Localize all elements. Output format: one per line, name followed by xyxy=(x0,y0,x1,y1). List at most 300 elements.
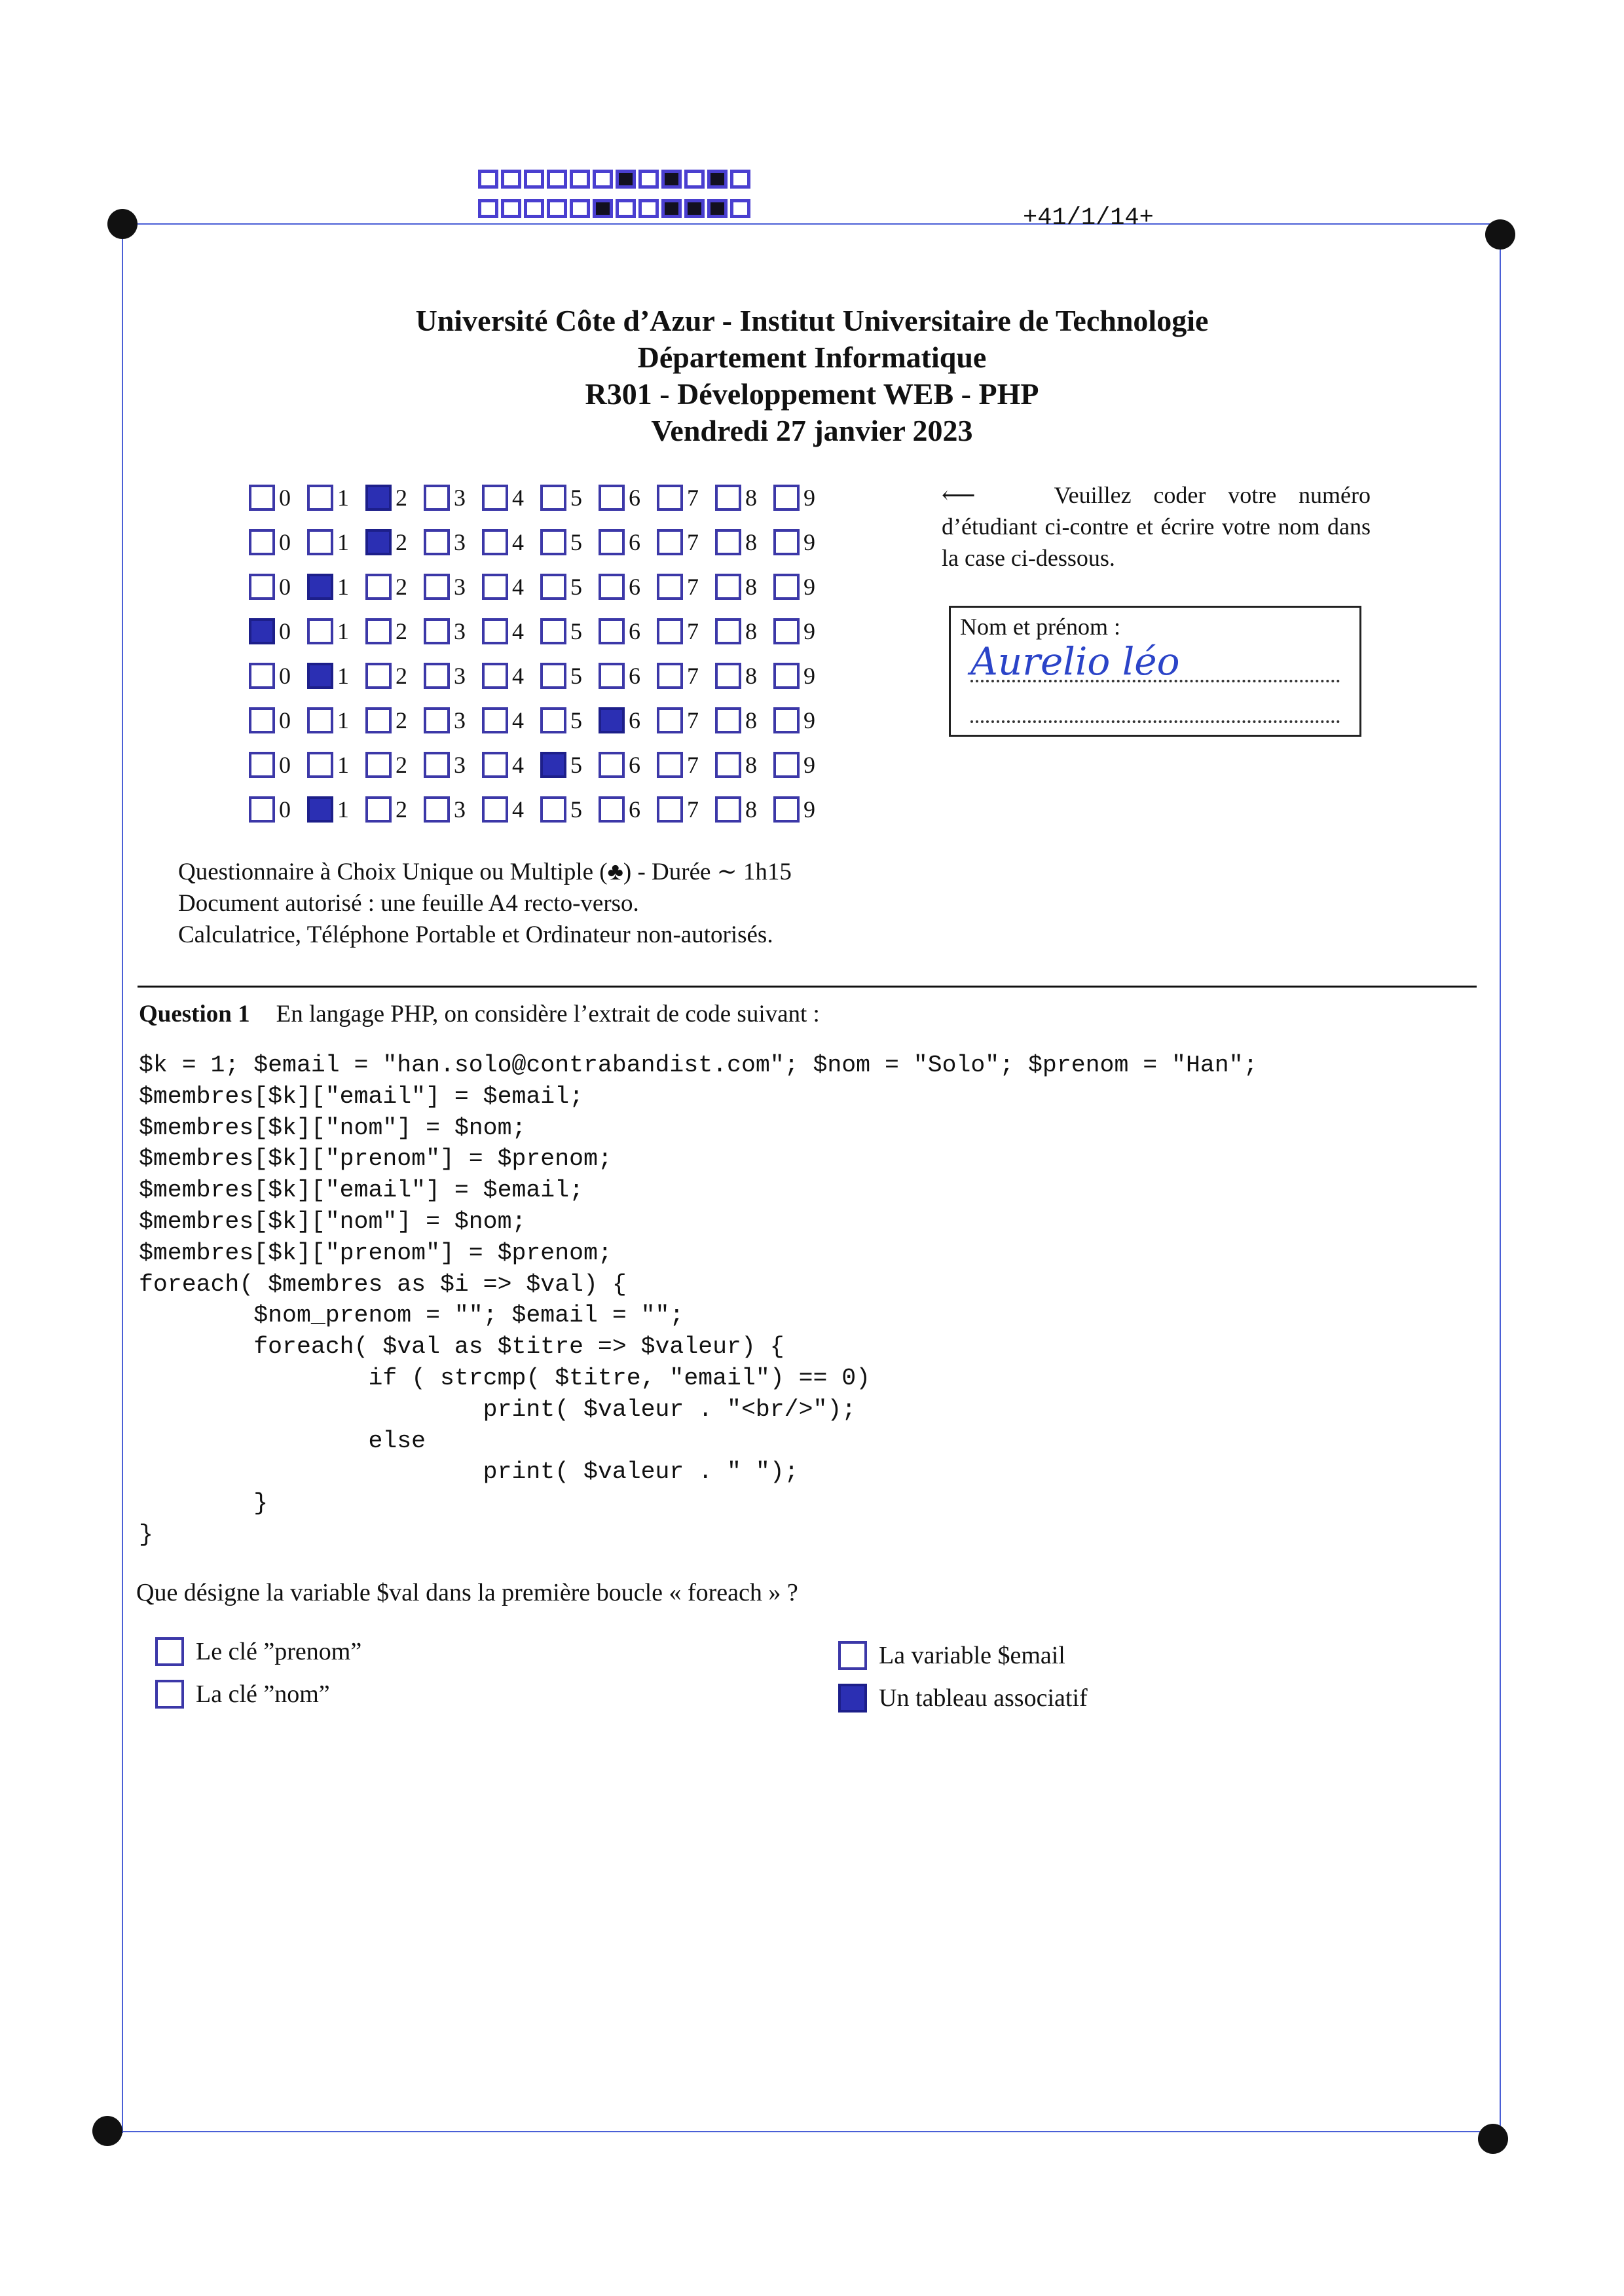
digit-label: 2 xyxy=(396,485,407,511)
digit-label: 1 xyxy=(337,618,349,644)
digit-checkbox[interactable] xyxy=(365,485,392,511)
digit-label: 0 xyxy=(279,663,291,689)
rules-line-1: Questionnaire à Choix Unique ou Multiple (♣) - Durée ∼ 1h15 xyxy=(178,859,792,885)
digit-option[interactable] xyxy=(365,662,424,690)
code-block: $k = 1; $email = "han.solo@contrabandist.com"; $nom = "Solo"; $prenom = "Han"; $membres[$k]["email"] = $email; $membres[$k]["nom"] = $nom; $membres[$k]["prenom"] = $prenom; $membres[$k]["email"] = $email; $membres[$k]["nom"] = $nom; $membres[$k]["prenom"] = $prenom; foreach( $membres as $i => $val) { $nom_prenom = ""; $email = ""; foreach( $val as $titre => $valeur) { if ( strcmp( $titre, "email") == 0) print( $valeur . "<br/>"); else print( $valeur . " "); } } xyxy=(139,1052,1258,1548)
barcode-cell xyxy=(730,170,750,189)
question-heading xyxy=(139,1000,820,1028)
digit-option[interactable] xyxy=(657,662,715,690)
digit-option[interactable] xyxy=(540,484,599,511)
student-number-row xyxy=(249,475,832,520)
digit-label: 8 xyxy=(745,485,757,511)
digit-checkbox[interactable] xyxy=(365,707,392,733)
header-university: Université Côte d’Azur - Institut Universitaire de Technologie xyxy=(415,304,1209,337)
digit-option[interactable] xyxy=(482,707,540,734)
digit-option[interactable] xyxy=(599,528,657,556)
digit-label: 7 xyxy=(687,663,699,689)
digit-label: 0 xyxy=(279,574,291,600)
digit-option[interactable] xyxy=(482,484,540,511)
digit-checkbox[interactable] xyxy=(365,529,392,555)
digit-label: 1 xyxy=(337,485,349,511)
digit-label: 6 xyxy=(629,529,640,555)
student-number-row xyxy=(249,520,832,565)
digit-label: 7 xyxy=(687,707,699,733)
page-identifier: +41/1/14+ xyxy=(1023,204,1154,232)
digit-label: 5 xyxy=(570,574,582,600)
digit-option[interactable] xyxy=(365,796,424,823)
digit-option[interactable] xyxy=(657,707,715,734)
digit-checkbox[interactable] xyxy=(307,618,333,644)
digit-checkbox[interactable] xyxy=(540,796,566,823)
corner-mark-bottom-right xyxy=(1478,2124,1508,2154)
barcode-cell xyxy=(684,170,705,189)
barcode-cell xyxy=(547,199,567,218)
digit-checkbox[interactable] xyxy=(599,574,625,600)
digit-option[interactable] xyxy=(599,573,657,601)
digit-label: 2 xyxy=(396,574,407,600)
digit-label: 7 xyxy=(687,485,699,511)
digit-label: 0 xyxy=(279,529,291,555)
digit-option[interactable] xyxy=(540,618,599,645)
digit-label: 2 xyxy=(396,752,407,778)
digit-checkbox[interactable] xyxy=(249,796,275,823)
digit-checkbox[interactable] xyxy=(773,574,800,600)
digit-checkbox[interactable] xyxy=(424,485,450,511)
digit-label: 4 xyxy=(512,485,524,511)
digit-label: 0 xyxy=(279,485,291,511)
digit-option[interactable] xyxy=(307,751,365,779)
digit-label: 6 xyxy=(629,663,640,689)
digit-label: 1 xyxy=(337,796,349,823)
digit-checkbox[interactable] xyxy=(249,752,275,778)
digit-option[interactable] xyxy=(365,618,424,645)
digit-option[interactable] xyxy=(773,573,832,601)
digit-label: 5 xyxy=(570,663,582,689)
digit-checkbox[interactable] xyxy=(307,663,333,689)
digit-checkbox[interactable] xyxy=(482,574,508,600)
digit-checkbox[interactable] xyxy=(773,529,800,555)
digit-label: 7 xyxy=(687,574,699,600)
digit-label: 1 xyxy=(337,574,349,600)
answer-checkbox[interactable] xyxy=(838,1641,867,1670)
exam-rules xyxy=(178,857,792,951)
digit-checkbox[interactable] xyxy=(365,752,392,778)
digit-checkbox[interactable] xyxy=(307,529,333,555)
digit-label: 4 xyxy=(512,663,524,689)
digit-option[interactable] xyxy=(424,751,482,779)
header-department: Département Informatique xyxy=(637,341,987,374)
digit-label: 8 xyxy=(745,574,757,600)
digit-checkbox[interactable] xyxy=(365,574,392,600)
student-number-instructions xyxy=(942,479,1371,574)
answer-label: Le clé ”prenom” xyxy=(196,1638,362,1665)
digit-checkbox[interactable] xyxy=(657,485,683,511)
digit-option[interactable] xyxy=(773,662,832,690)
digit-option[interactable] xyxy=(773,796,832,823)
digit-checkbox[interactable] xyxy=(424,752,450,778)
digit-checkbox[interactable] xyxy=(307,752,333,778)
student-number-row xyxy=(249,609,832,654)
digit-checkbox[interactable] xyxy=(540,618,566,644)
digit-label: 0 xyxy=(279,707,291,733)
answer-option-1[interactable] xyxy=(155,1637,361,1666)
digit-label: 5 xyxy=(570,529,582,555)
barcode-cell xyxy=(570,170,590,189)
student-number-grid xyxy=(249,475,832,832)
digit-option[interactable] xyxy=(365,528,424,556)
digit-checkbox[interactable] xyxy=(715,796,741,823)
digit-option[interactable] xyxy=(249,751,307,779)
arrow-left-icon: ⟵ xyxy=(942,482,976,508)
digit-option[interactable] xyxy=(424,573,482,601)
digit-option[interactable] xyxy=(773,751,832,779)
digit-label: 5 xyxy=(570,752,582,778)
digit-option[interactable] xyxy=(249,573,307,601)
digit-checkbox[interactable] xyxy=(540,663,566,689)
digit-label: 9 xyxy=(803,574,815,600)
digit-option[interactable] xyxy=(424,796,482,823)
digit-label: 9 xyxy=(803,663,815,689)
digit-checkbox[interactable] xyxy=(482,485,508,511)
digit-checkbox[interactable] xyxy=(540,752,566,778)
digit-option[interactable] xyxy=(249,618,307,645)
digit-option[interactable] xyxy=(715,751,773,779)
digit-option[interactable] xyxy=(424,662,482,690)
barcode-cell xyxy=(547,170,567,189)
digit-checkbox[interactable] xyxy=(773,752,800,778)
digit-option[interactable] xyxy=(307,618,365,645)
digit-checkbox[interactable] xyxy=(482,796,508,823)
digit-checkbox[interactable] xyxy=(249,707,275,733)
digit-checkbox[interactable] xyxy=(424,618,450,644)
digit-label: 1 xyxy=(337,663,349,689)
digit-option[interactable] xyxy=(482,662,540,690)
digit-checkbox[interactable] xyxy=(715,529,741,555)
digit-checkbox[interactable] xyxy=(365,618,392,644)
digit-label: 4 xyxy=(512,752,524,778)
digit-label: 2 xyxy=(396,796,407,823)
answer-checkbox[interactable] xyxy=(155,1637,184,1666)
barcode-row-1 xyxy=(478,170,750,189)
barcode-cell xyxy=(593,170,613,189)
instructions-text: Veuillez coder votre numéro d’étudiant ci-contre et écrire votre nom dans la case ci-dessous. xyxy=(942,482,1371,571)
answer-label: La variable $email xyxy=(879,1642,1065,1669)
digit-option[interactable] xyxy=(540,662,599,690)
barcode-row-2 xyxy=(478,199,750,218)
digit-checkbox[interactable] xyxy=(773,663,800,689)
digit-label: 3 xyxy=(454,707,466,733)
digit-checkbox[interactable] xyxy=(773,485,800,511)
digit-checkbox[interactable] xyxy=(715,618,741,644)
digit-checkbox[interactable] xyxy=(482,752,508,778)
digit-label: 5 xyxy=(570,796,582,823)
digit-checkbox[interactable] xyxy=(773,618,800,644)
digit-option[interactable] xyxy=(715,618,773,645)
digit-label: 9 xyxy=(803,796,815,823)
digit-option[interactable] xyxy=(540,573,599,601)
digit-option[interactable] xyxy=(599,707,657,734)
digit-label: 6 xyxy=(629,574,640,600)
digit-checkbox[interactable] xyxy=(715,752,741,778)
digit-label: 1 xyxy=(337,707,349,733)
answer-checkbox[interactable] xyxy=(155,1680,184,1709)
digit-option[interactable] xyxy=(715,796,773,823)
question-prompt: Que désigne la variable $val dans la première boucle « foreach » ? xyxy=(136,1579,798,1606)
digit-option[interactable] xyxy=(365,751,424,779)
digit-option[interactable] xyxy=(773,618,832,645)
barcode-cell xyxy=(707,199,728,218)
frame-left-line xyxy=(122,224,123,2133)
barcode-cell xyxy=(501,199,521,218)
digit-label: 3 xyxy=(454,663,466,689)
digit-checkbox[interactable] xyxy=(599,618,625,644)
barcode-cell xyxy=(661,199,682,218)
digit-checkbox[interactable] xyxy=(773,707,800,733)
digit-checkbox[interactable] xyxy=(307,485,333,511)
exam-header xyxy=(196,303,1428,449)
digit-option[interactable] xyxy=(365,707,424,734)
digit-label: 8 xyxy=(745,618,757,644)
digit-option[interactable] xyxy=(482,528,540,556)
digit-label: 3 xyxy=(454,574,466,600)
digit-option[interactable] xyxy=(307,796,365,823)
digit-option[interactable] xyxy=(249,528,307,556)
digit-option[interactable] xyxy=(307,662,365,690)
digit-option[interactable] xyxy=(540,528,599,556)
digit-option[interactable] xyxy=(773,707,832,734)
digit-checkbox[interactable] xyxy=(715,707,741,733)
digit-label: 6 xyxy=(629,485,640,511)
digit-checkbox[interactable] xyxy=(773,796,800,823)
digit-label: 8 xyxy=(745,707,757,733)
digit-label: 9 xyxy=(803,485,815,511)
name-box[interactable] xyxy=(949,606,1361,737)
digit-option[interactable] xyxy=(715,707,773,734)
digit-option[interactable] xyxy=(540,796,599,823)
corner-mark-top-right xyxy=(1485,219,1515,250)
digit-option[interactable] xyxy=(307,528,365,556)
digit-label: 6 xyxy=(629,707,640,733)
digit-option[interactable] xyxy=(599,484,657,511)
digit-checkbox[interactable] xyxy=(249,485,275,511)
digit-label: 3 xyxy=(454,796,466,823)
digit-option[interactable] xyxy=(482,618,540,645)
digit-checkbox[interactable] xyxy=(424,707,450,733)
digit-option[interactable] xyxy=(249,707,307,734)
barcode-cell xyxy=(638,199,659,218)
digit-option[interactable] xyxy=(657,484,715,511)
digit-label: 5 xyxy=(570,485,582,511)
digit-option[interactable] xyxy=(715,573,773,601)
digit-option[interactable] xyxy=(424,528,482,556)
barcode-cell xyxy=(478,170,498,189)
digit-checkbox[interactable] xyxy=(482,663,508,689)
digit-option[interactable] xyxy=(540,751,599,779)
digit-option[interactable] xyxy=(715,662,773,690)
digit-option[interactable] xyxy=(424,707,482,734)
digit-label: 4 xyxy=(512,574,524,600)
digit-label: 9 xyxy=(803,529,815,555)
answer-label: Un tableau associatif xyxy=(879,1684,1088,1712)
barcode-cell xyxy=(707,170,728,189)
digit-option[interactable] xyxy=(657,528,715,556)
digit-option[interactable] xyxy=(424,484,482,511)
digit-checkbox[interactable] xyxy=(540,485,566,511)
digit-checkbox[interactable] xyxy=(424,796,450,823)
digit-checkbox[interactable] xyxy=(482,707,508,733)
name-line-2 xyxy=(970,720,1340,723)
digit-checkbox[interactable] xyxy=(657,707,683,733)
digit-option[interactable] xyxy=(657,751,715,779)
digit-option[interactable] xyxy=(365,484,424,511)
frame-top-line xyxy=(122,223,1498,225)
digit-label: 5 xyxy=(570,707,582,733)
digit-checkbox[interactable] xyxy=(657,663,683,689)
digit-checkbox[interactable] xyxy=(482,618,508,644)
digit-option[interactable] xyxy=(482,751,540,779)
student-number-row xyxy=(249,743,832,787)
digit-option[interactable] xyxy=(599,618,657,645)
barcode-cell xyxy=(730,199,750,218)
digit-checkbox[interactable] xyxy=(599,796,625,823)
barcode-cell xyxy=(478,199,498,218)
digit-option[interactable] xyxy=(599,751,657,779)
digit-checkbox[interactable] xyxy=(657,618,683,644)
digit-option[interactable] xyxy=(715,528,773,556)
digit-option[interactable] xyxy=(773,528,832,556)
barcode-cell xyxy=(616,170,636,189)
digit-label: 0 xyxy=(279,752,291,778)
digit-option[interactable] xyxy=(482,573,540,601)
digit-label: 7 xyxy=(687,618,699,644)
digit-checkbox[interactable] xyxy=(715,485,741,511)
digit-checkbox[interactable] xyxy=(657,752,683,778)
answer-option-2[interactable] xyxy=(155,1680,330,1709)
digit-option[interactable] xyxy=(715,484,773,511)
digit-label: 7 xyxy=(687,752,699,778)
student-number-row xyxy=(249,698,832,743)
digit-label: 0 xyxy=(279,796,291,823)
corner-mark-bottom-left xyxy=(92,2116,122,2146)
digit-checkbox[interactable] xyxy=(365,663,392,689)
digit-checkbox[interactable] xyxy=(482,529,508,555)
digit-checkbox[interactable] xyxy=(424,529,450,555)
digit-label: 3 xyxy=(454,618,466,644)
digit-checkbox[interactable] xyxy=(715,574,741,600)
digit-option[interactable] xyxy=(657,796,715,823)
answer-checkbox[interactable] xyxy=(838,1684,867,1713)
student-number-row xyxy=(249,565,832,609)
digit-option[interactable] xyxy=(249,796,307,823)
digit-checkbox[interactable] xyxy=(657,529,683,555)
digit-option[interactable] xyxy=(599,662,657,690)
digit-checkbox[interactable] xyxy=(249,529,275,555)
digit-checkbox[interactable] xyxy=(307,796,333,823)
student-number-row xyxy=(249,654,832,698)
digit-label: 9 xyxy=(803,618,815,644)
digit-label: 4 xyxy=(512,707,524,733)
digit-label: 8 xyxy=(745,752,757,778)
digit-label: 1 xyxy=(337,529,349,555)
digit-checkbox[interactable] xyxy=(599,707,625,733)
digit-option[interactable] xyxy=(365,573,424,601)
digit-label: 4 xyxy=(512,529,524,555)
digit-checkbox[interactable] xyxy=(249,618,275,644)
digit-label: 3 xyxy=(454,485,466,511)
digit-option[interactable] xyxy=(599,796,657,823)
barcode-cell xyxy=(616,199,636,218)
digit-checkbox[interactable] xyxy=(365,796,392,823)
digit-checkbox[interactable] xyxy=(307,574,333,600)
barcode-cell xyxy=(638,170,659,189)
digit-checkbox[interactable] xyxy=(657,574,683,600)
digit-label: 4 xyxy=(512,796,524,823)
digit-label: 9 xyxy=(803,752,815,778)
digit-checkbox[interactable] xyxy=(599,663,625,689)
answer-label: La clé ”nom” xyxy=(196,1680,330,1708)
frame-bottom-line xyxy=(107,2131,1499,2132)
digit-label: 8 xyxy=(745,663,757,689)
digit-checkbox[interactable] xyxy=(540,707,566,733)
digit-label: 7 xyxy=(687,529,699,555)
digit-option[interactable] xyxy=(657,573,715,601)
digit-checkbox[interactable] xyxy=(249,663,275,689)
barcode-cell xyxy=(524,199,544,218)
digit-option[interactable] xyxy=(307,484,365,511)
barcode-cell xyxy=(524,170,544,189)
digit-label: 6 xyxy=(629,752,640,778)
section-separator xyxy=(138,986,1477,988)
digit-label: 2 xyxy=(396,529,407,555)
digit-checkbox[interactable] xyxy=(540,574,566,600)
header-course: R301 - Développement WEB - PHP xyxy=(585,377,1039,411)
digit-checkbox[interactable] xyxy=(599,529,625,555)
digit-label: 0 xyxy=(279,618,291,644)
digit-option[interactable] xyxy=(657,618,715,645)
digit-checkbox[interactable] xyxy=(249,574,275,600)
digit-checkbox[interactable] xyxy=(599,485,625,511)
digit-option[interactable] xyxy=(773,484,832,511)
digit-option[interactable] xyxy=(249,662,307,690)
digit-label: 2 xyxy=(396,663,407,689)
digit-checkbox[interactable] xyxy=(307,707,333,733)
digit-checkbox[interactable] xyxy=(599,752,625,778)
digit-label: 3 xyxy=(454,529,466,555)
digit-checkbox[interactable] xyxy=(657,796,683,823)
digit-label: 5 xyxy=(570,618,582,644)
answer-option-4[interactable] xyxy=(838,1684,1088,1713)
digit-label: 6 xyxy=(629,618,640,644)
barcode-cell xyxy=(684,199,705,218)
digit-checkbox[interactable] xyxy=(715,663,741,689)
digit-label: 8 xyxy=(745,796,757,823)
digit-checkbox[interactable] xyxy=(540,529,566,555)
frame-right-line xyxy=(1500,229,1501,2141)
digit-option[interactable] xyxy=(307,707,365,734)
barcode-cell xyxy=(501,170,521,189)
digit-checkbox[interactable] xyxy=(424,663,450,689)
header-date: Vendredi 27 janvier 2023 xyxy=(651,414,973,447)
digit-option[interactable] xyxy=(307,573,365,601)
digit-label: 3 xyxy=(454,752,466,778)
digit-option[interactable] xyxy=(482,796,540,823)
question-number: Question 1 xyxy=(139,1001,250,1028)
answer-option-3[interactable] xyxy=(838,1641,1065,1670)
digit-checkbox[interactable] xyxy=(424,574,450,600)
digit-option[interactable] xyxy=(424,618,482,645)
digit-option[interactable] xyxy=(249,484,307,511)
digit-option[interactable] xyxy=(540,707,599,734)
